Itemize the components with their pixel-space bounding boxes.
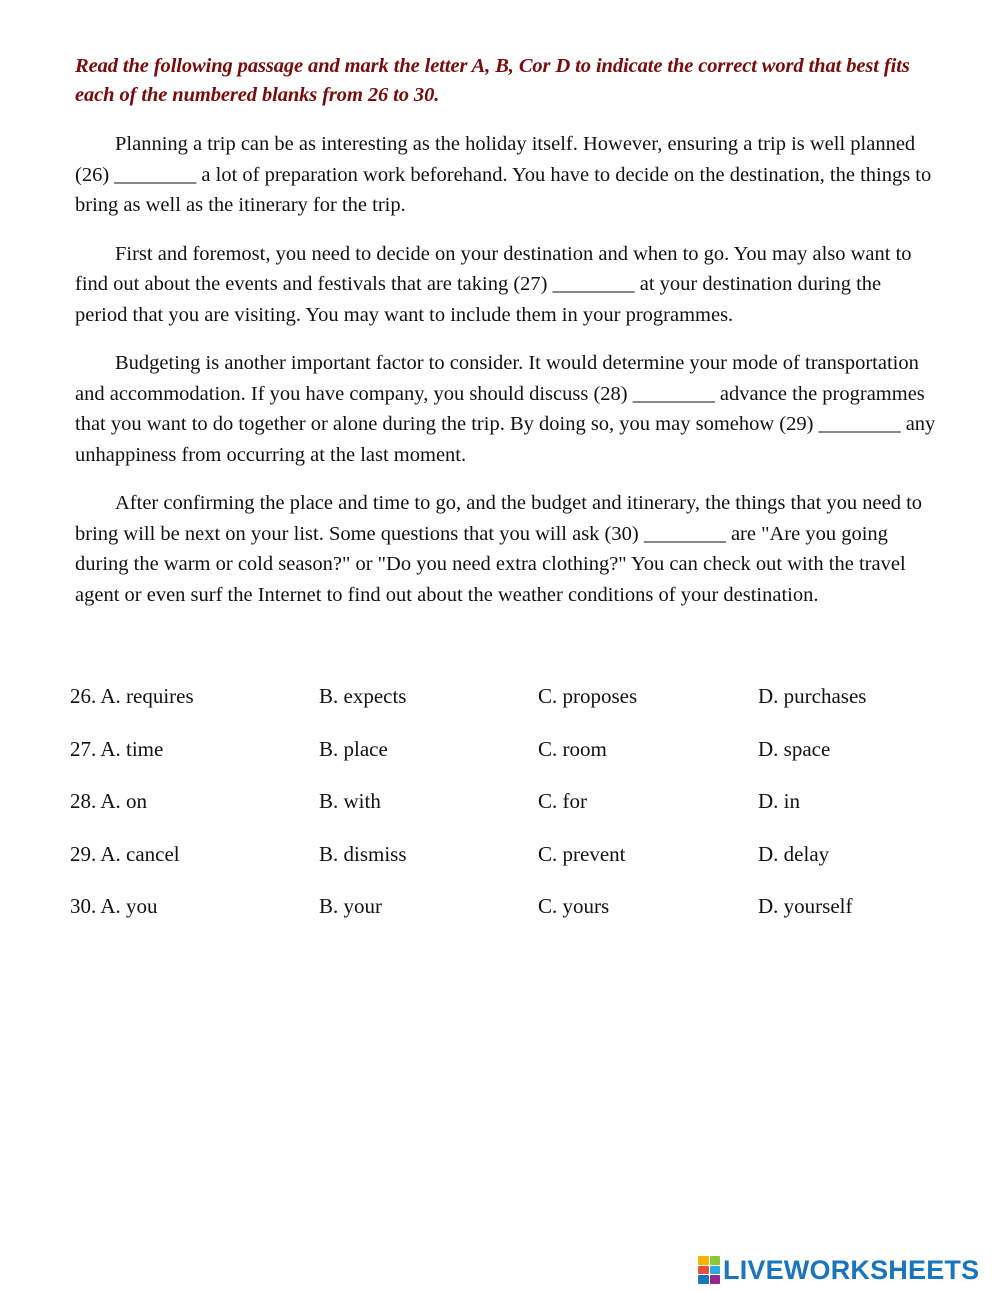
answer-options xyxy=(70,684,950,947)
option-30-b[interactable]: B. your xyxy=(319,894,382,918)
reading-passage xyxy=(75,129,937,628)
question-row-28 xyxy=(70,789,950,842)
option-29-c[interactable]: C. prevent xyxy=(538,841,626,866)
option-29-b[interactable]: B. dismiss xyxy=(319,841,407,866)
option-28-b[interactable]: B. with xyxy=(319,789,381,813)
option-27-b[interactable]: B. place xyxy=(319,736,388,761)
option-26-c[interactable]: C. proposes xyxy=(538,684,638,708)
logo-text: LIVEWORKSHEETS xyxy=(723,1254,980,1285)
passage-paragraph-2: First and foremost, you need to decide on your destination and when to go. You may also want to find out about the events and festivals that are taking (27) ________ at your destination during the period that you are visiting. You may want to include them in your programmes. xyxy=(75,242,912,326)
liveworksheets-logo-icon xyxy=(698,1256,720,1284)
option-27-c[interactable]: C. room xyxy=(538,736,607,761)
question-row-26 xyxy=(70,684,950,737)
option-29-d[interactable]: D. delay xyxy=(758,841,830,866)
option-26-b[interactable]: B. expects xyxy=(319,684,407,708)
question-row-27 xyxy=(70,737,950,790)
logo-tile-2 xyxy=(710,1256,721,1265)
option-28-a[interactable]: 28. A. on xyxy=(70,789,148,813)
option-29-a[interactable]: 29. A. cancel xyxy=(70,841,180,866)
option-26-d[interactable]: D. purchases xyxy=(758,684,867,708)
instruction-text: Read the following passage and mark the letter A, B, Cor D to indicate the correct word that best fits each of the numbered blanks from 26 to 30. xyxy=(75,55,910,106)
liveworksheets-logo xyxy=(698,1253,979,1287)
logo-tile-4 xyxy=(710,1266,721,1275)
passage-paragraph-3: Budgeting is another important factor to consider. It would determine your mode of transportation and accommodation. If you have company, you should discuss (28) ________ advance the programmes that you want to do together or alone during the trip. By doing so, you may somehow (29) ________ any unhappiness from occurring at the last moment. xyxy=(75,352,936,466)
option-27-a[interactable]: 27. A. time xyxy=(70,736,164,761)
logo-tile-3 xyxy=(698,1266,709,1275)
option-30-a[interactable]: 30. A. you xyxy=(70,894,158,918)
option-30-d[interactable]: D. yourself xyxy=(758,894,853,918)
logo-tile-5 xyxy=(698,1275,709,1284)
option-30-c[interactable]: C. yours xyxy=(538,894,610,918)
logo-tile-6 xyxy=(710,1275,721,1284)
option-27-d[interactable]: D. space xyxy=(758,736,831,761)
option-28-c[interactable]: C. for xyxy=(538,789,587,813)
passage-paragraph-1: Planning a trip can be as interesting as the holiday itself. However, ensuring a trip is well planned (26) ________ a lot of preparation work beforehand. You have to decide on the destination, the things to bring as well as the itinerary for the trip. xyxy=(75,133,932,216)
option-28-d[interactable]: D. in xyxy=(758,789,800,813)
option-26-a[interactable]: 26. A. requires xyxy=(70,684,194,708)
question-row-29 xyxy=(70,842,950,895)
passage-paragraph-4: After confirming the place and time to go, and the budget and itinerary, the things that you need to bring will be next on your list. Some questions that you will ask (30) ________ are "Are you going during the warm or cold season?" or "Do you need extra clothing?" You can check out with the travel agent or even surf the Internet to find out about the weather conditions of your destination. xyxy=(75,492,923,606)
logo-tile-1 xyxy=(698,1256,709,1265)
question-row-30 xyxy=(70,894,950,947)
